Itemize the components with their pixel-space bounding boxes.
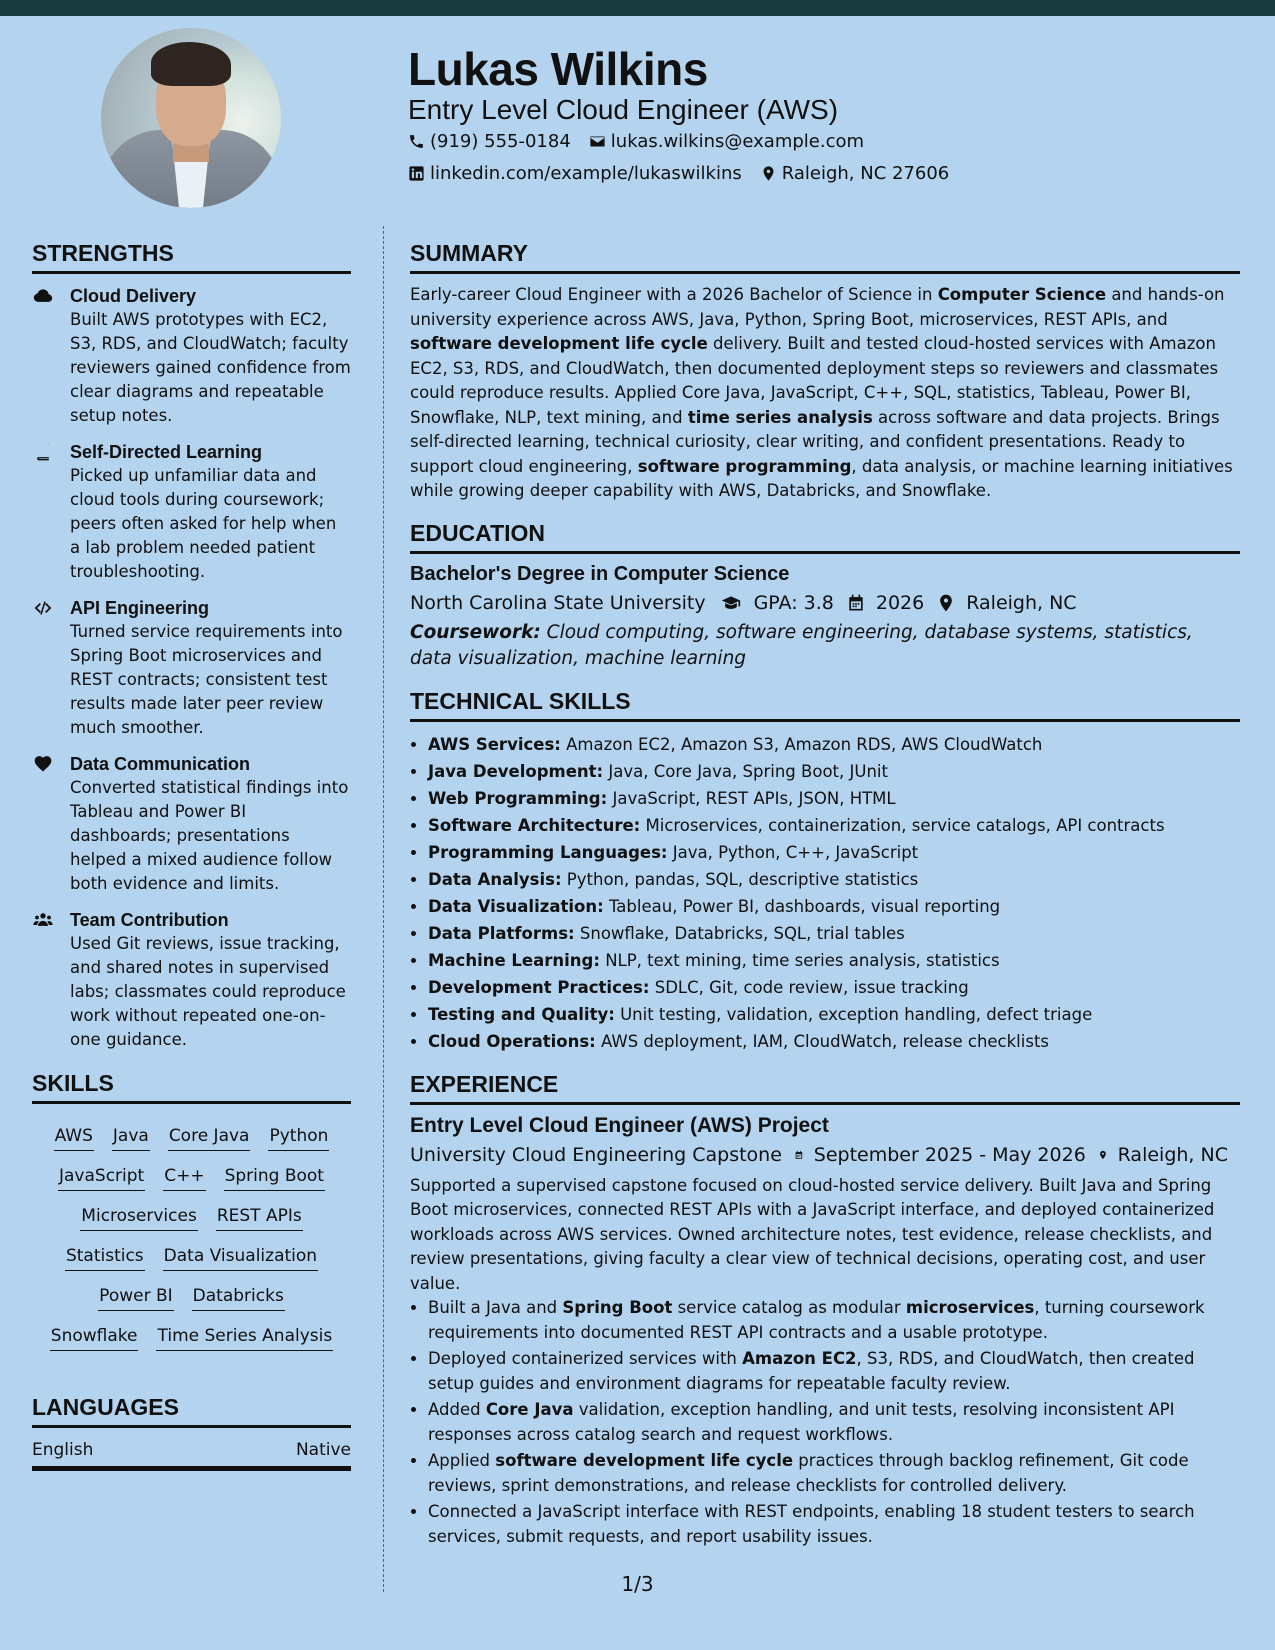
strength-icon-wrap xyxy=(32,908,70,1052)
language-row xyxy=(32,1434,351,1471)
technical-skill-label: Cloud Operations: xyxy=(428,1031,596,1051)
skill-tag: REST APIs xyxy=(216,1201,303,1231)
technical-skill-value: Java, Python, C++, JavaScript xyxy=(667,842,919,862)
technical-skill-value: NLP, text mining, time series analysis, statistics xyxy=(599,950,1000,970)
map-pin-icon xyxy=(760,165,777,182)
map-pin-icon xyxy=(936,593,956,613)
technical-skill-value: AWS deployment, IAM, CloudWatch, release checklists xyxy=(595,1031,1050,1051)
skill-tag: Snowflake xyxy=(50,1321,139,1351)
technical-skill-value: Amazon EC2, Amazon S3, Amazon RDS, AWS CloudWatch xyxy=(560,734,1043,754)
text-run: service catalog as modular xyxy=(672,1298,906,1317)
technical-skill-item xyxy=(428,785,1240,812)
bold-text: Core Java xyxy=(485,1400,574,1419)
technical-skill-value: SDLC, Git, code review, issue tracking xyxy=(649,977,969,997)
bold-text: Spring Boot xyxy=(562,1298,673,1317)
location-text: Raleigh, NC 27606 xyxy=(781,163,950,184)
top-color-bar xyxy=(0,0,1275,16)
bold-text: software development life cycle xyxy=(495,1451,794,1470)
bold-text: microservices xyxy=(905,1298,1035,1317)
technical-skill-item xyxy=(428,1028,1240,1055)
skills-list xyxy=(32,1114,351,1358)
experience-bullet xyxy=(428,1500,1240,1549)
text-run: Added xyxy=(428,1400,486,1419)
skill-tag: Java xyxy=(112,1121,150,1151)
profile-photo xyxy=(101,28,281,208)
technical-skill-label: Web Programming: xyxy=(428,788,608,808)
text-run: , S3, RDS, and CloudWatch, then created setup guides and environment diagrams for repeatable faculty review. xyxy=(428,1349,1195,1393)
technical-skill-value: Microservices, containerization, service catalogs, API contracts xyxy=(640,815,1165,835)
skill-tag: Spring Boot xyxy=(224,1161,325,1191)
skill-tag: Core Java xyxy=(168,1121,251,1151)
graduation-cap-icon xyxy=(718,593,744,613)
strength-item xyxy=(32,440,351,584)
strength-title: Team Contribution xyxy=(70,910,229,930)
experience-dates: September 2025 - May 2026 xyxy=(813,1143,1086,1166)
technical-skill-label: Data Visualization: xyxy=(428,896,604,916)
envelope-icon xyxy=(589,133,606,150)
strength-body xyxy=(70,752,351,896)
bold-text: time series analysis xyxy=(687,407,873,427)
strength-item xyxy=(32,596,351,740)
linkedin-contact[interactable] xyxy=(408,163,742,184)
technical-skill-value: JavaScript, REST APIs, JSON, HTML xyxy=(607,788,896,808)
degree-title: Bachelor's Degree in Computer Science xyxy=(410,562,790,585)
page-number: 1/3 xyxy=(621,1572,654,1596)
strength-title: Data Communication xyxy=(70,754,251,774)
technical-skill-item xyxy=(428,974,1240,1001)
map-pin-icon xyxy=(1098,1145,1108,1165)
languages-heading: LANGUAGES xyxy=(32,1394,351,1428)
technical-skill-value: Tableau, Power BI, dashboards, visual reporting xyxy=(603,896,1001,916)
phone-text: (919) 555-0184 xyxy=(430,131,571,152)
strength-body xyxy=(70,284,351,428)
technical-skill-value: Java, Core Java, Spring Boot, JUnit xyxy=(603,761,888,781)
text-run: Built a Java and xyxy=(428,1298,563,1317)
text-run: Applied xyxy=(428,1451,496,1470)
technical-skill-label: Java Development: xyxy=(428,761,604,781)
skill-tag: Microservices xyxy=(80,1201,198,1231)
code-icon xyxy=(32,598,54,618)
strength-item xyxy=(32,752,351,896)
experience-bullet xyxy=(428,1449,1240,1498)
text-run: delivery. Built and tested cloud-hosted services with Amazon EC2, S3, RDS, and CloudWatch, then documented deployment steps so reviewers and classmates could reproduce results. Applied Core Java, JavaScript, C++, SQL, statistics, Tableau, Power BI, Snowflake, NLP, text mining, and xyxy=(410,334,1219,427)
experience-meta xyxy=(410,1144,1240,1166)
contact-row-1 xyxy=(408,131,882,152)
strength-desc: Converted statistical findings into Tableau and Power BI dashboards; presentations helped a mixed audience follow both evidence and limits. xyxy=(70,778,349,893)
technical-skill-item xyxy=(428,893,1240,920)
experience-org: University Cloud Engineering Capstone xyxy=(410,1143,782,1166)
location-contact xyxy=(760,163,950,184)
strength-body xyxy=(70,908,351,1052)
text-run: Connected a JavaScript interface with REST endpoints, enabling 18 student testers to search services, submit requests, and report usability issues. xyxy=(428,1502,1195,1546)
technical-skill-item xyxy=(428,839,1240,866)
summary-text xyxy=(410,283,1240,504)
text-run: and hands-on university experience across AWS, Java, Python, Spring Boot, microservices, REST APIs, and xyxy=(410,285,1225,329)
technical-skill-label: Programming Languages: xyxy=(428,842,668,862)
email-contact[interactable] xyxy=(589,131,864,152)
technical-skill-label: Development Practices: xyxy=(428,977,650,997)
technical-skill-item xyxy=(428,758,1240,785)
strength-title: Self-Directed Learning xyxy=(70,442,263,462)
skill-tag: C++ xyxy=(163,1161,205,1191)
technical-skill-label: Testing and Quality: xyxy=(428,1004,615,1024)
experience-bullet xyxy=(428,1296,1240,1345)
technical-skill-value: Unit testing, validation, exception handling, defect triage xyxy=(614,1004,1093,1024)
right-column xyxy=(410,240,1240,1551)
technical-skill-label: Data Analysis: xyxy=(428,869,562,889)
experience-bullets xyxy=(428,1296,1240,1549)
language-level: Native xyxy=(295,1440,351,1460)
strength-body xyxy=(70,596,351,740)
technical-skills-heading: TECHNICAL SKILLS xyxy=(410,688,1240,722)
experience-bullet xyxy=(428,1347,1240,1396)
left-column xyxy=(32,240,351,1471)
strength-title: Cloud Delivery xyxy=(70,286,197,306)
text-run: , turning coursework requirements into documented REST API contracts and a usable prototype. xyxy=(428,1298,1205,1342)
text-run: Early-career Cloud Engineer with a 2026 Bachelor of Science in xyxy=(410,285,938,304)
coursework-label: Coursework: xyxy=(410,621,541,643)
strength-title: API Engineering xyxy=(70,598,210,618)
strength-icon-wrap xyxy=(32,284,70,428)
book-icon xyxy=(32,442,54,462)
strength-item xyxy=(32,908,351,1052)
gpa-text: GPA: 3.8 xyxy=(753,591,834,614)
languages-list xyxy=(32,1434,351,1471)
experience-bullet xyxy=(428,1398,1240,1447)
candidate-name: Lukas Wilkins xyxy=(408,43,708,95)
strength-icon-wrap xyxy=(32,440,70,584)
experience-description: Supported a supervised capstone focused on cloud-hosted service delivery. Built Java and Spring Boot microservices, connected REST APIs with a JavaScript interface, and deployed containerized workloads across AWS services. Owned architecture notes, test evidence, release checklists, and review presentations, giving faculty a clear view of technical decisions, operating cost, and user value. xyxy=(410,1175,1215,1293)
technical-skills-list xyxy=(428,731,1240,1055)
strength-icon-wrap xyxy=(32,752,70,896)
column-divider xyxy=(383,226,384,1592)
education-meta xyxy=(410,592,1240,614)
strength-item xyxy=(32,284,351,428)
technical-skill-label: Machine Learning: xyxy=(428,950,600,970)
technical-skill-item xyxy=(428,866,1240,893)
language-name: English xyxy=(32,1440,94,1460)
technical-skill-label: AWS Services: xyxy=(428,734,561,754)
technical-skill-item xyxy=(428,920,1240,947)
bold-text: Amazon EC2 xyxy=(742,1349,857,1368)
bold-text: software development life cycle xyxy=(410,334,708,353)
heart-icon xyxy=(32,754,54,774)
strength-desc: Built AWS prototypes with EC2, S3, RDS, and CloudWatch; faculty reviewers gained confidence from clear diagrams and repeatable setup notes. xyxy=(70,310,351,425)
education-location: Raleigh, NC xyxy=(966,591,1077,614)
skill-tag: JavaScript xyxy=(58,1161,145,1191)
linkedin-icon xyxy=(408,165,425,182)
coursework xyxy=(410,620,1240,672)
text-run: , data analysis, or machine learning initiatives while growing deeper capability with AWS, Databricks, and Snowflake. xyxy=(410,456,1233,500)
skill-tag: Databricks xyxy=(192,1281,285,1311)
skill-tag: Statistics xyxy=(65,1241,145,1271)
text-run: validation, exception handling, and unit tests, resolving inconsistent API responses across catalog search and request workflows. xyxy=(428,1400,1175,1444)
summary-heading: SUMMARY xyxy=(410,240,1240,274)
bold-text: software programming xyxy=(637,456,852,476)
experience-heading: EXPERIENCE xyxy=(410,1071,1240,1105)
education-heading: EDUCATION xyxy=(410,520,1240,554)
strength-desc: Picked up unfamiliar data and cloud tools during coursework; peers often asked for help when a lab problem needed patient troubleshooting. xyxy=(70,466,337,581)
users-icon xyxy=(32,910,54,930)
technical-skill-value: Snowflake, Databricks, SQL, trial tables xyxy=(574,923,905,943)
coursework-text: Cloud computing, software engineering, database systems, statistics, data visualization, machine learning xyxy=(410,621,1193,669)
linkedin-text[interactable]: linkedin.com/example/lukaswilkins xyxy=(430,163,742,184)
calendar-icon xyxy=(794,1145,804,1165)
graduation-year: 2026 xyxy=(875,591,925,614)
cloud-icon xyxy=(32,286,54,306)
phone-contact xyxy=(408,131,571,152)
skill-tag: Python xyxy=(268,1121,329,1151)
skill-tag: Power BI xyxy=(98,1281,173,1311)
school-name: North Carolina State University xyxy=(410,591,706,614)
technical-skill-item xyxy=(428,731,1240,758)
strength-desc: Turned service requirements into Spring Boot microservices and REST contracts; consistent test results made later peer review much smoother. xyxy=(70,622,343,737)
text-run: Deployed containerized services with xyxy=(428,1349,743,1368)
strength-body xyxy=(70,440,351,584)
calendar-icon xyxy=(846,593,866,613)
strengths-list xyxy=(32,284,351,1052)
technical-skill-item xyxy=(428,1001,1240,1028)
technical-skill-item xyxy=(428,812,1240,839)
experience-location: Raleigh, NC xyxy=(1117,1143,1228,1166)
skills-heading: SKILLS xyxy=(32,1070,351,1104)
technical-skill-label: Software Architecture: xyxy=(428,815,641,835)
text-run: across software and data projects. Brings self-directed learning, technical curiosity, clear writing, and confident presentations. Ready to support cloud engineering, xyxy=(410,407,1220,476)
strengths-heading: STRENGTHS xyxy=(32,240,351,274)
skill-tag: Data Visualization xyxy=(163,1241,318,1271)
contact-row-2 xyxy=(408,163,967,184)
skill-tag: Time Series Analysis xyxy=(156,1321,333,1351)
phone-icon xyxy=(408,133,425,150)
experience-role: Entry Level Cloud Engineer (AWS) Project xyxy=(410,1113,829,1137)
technical-skill-item xyxy=(428,947,1240,974)
bold-text: Computer Science xyxy=(937,285,1107,304)
technical-skill-value: Python, pandas, SQL, descriptive statistics xyxy=(561,869,919,889)
text-run: practices through backlog refinement, Git code reviews, sprint demonstrations, and release checklists for controlled delivery. xyxy=(428,1451,1189,1495)
candidate-job-title: Entry Level Cloud Engineer (AWS) xyxy=(408,94,839,125)
technical-skill-label: Data Platforms: xyxy=(428,923,575,943)
strength-icon-wrap xyxy=(32,596,70,740)
strength-desc: Used Git reviews, issue tracking, and shared notes in supervised labs; classmates could reproduce work without repeated one-on-one guidance. xyxy=(70,934,346,1049)
email-text[interactable]: lukas.wilkins@example.com xyxy=(610,131,865,152)
skill-tag: AWS xyxy=(54,1121,94,1151)
